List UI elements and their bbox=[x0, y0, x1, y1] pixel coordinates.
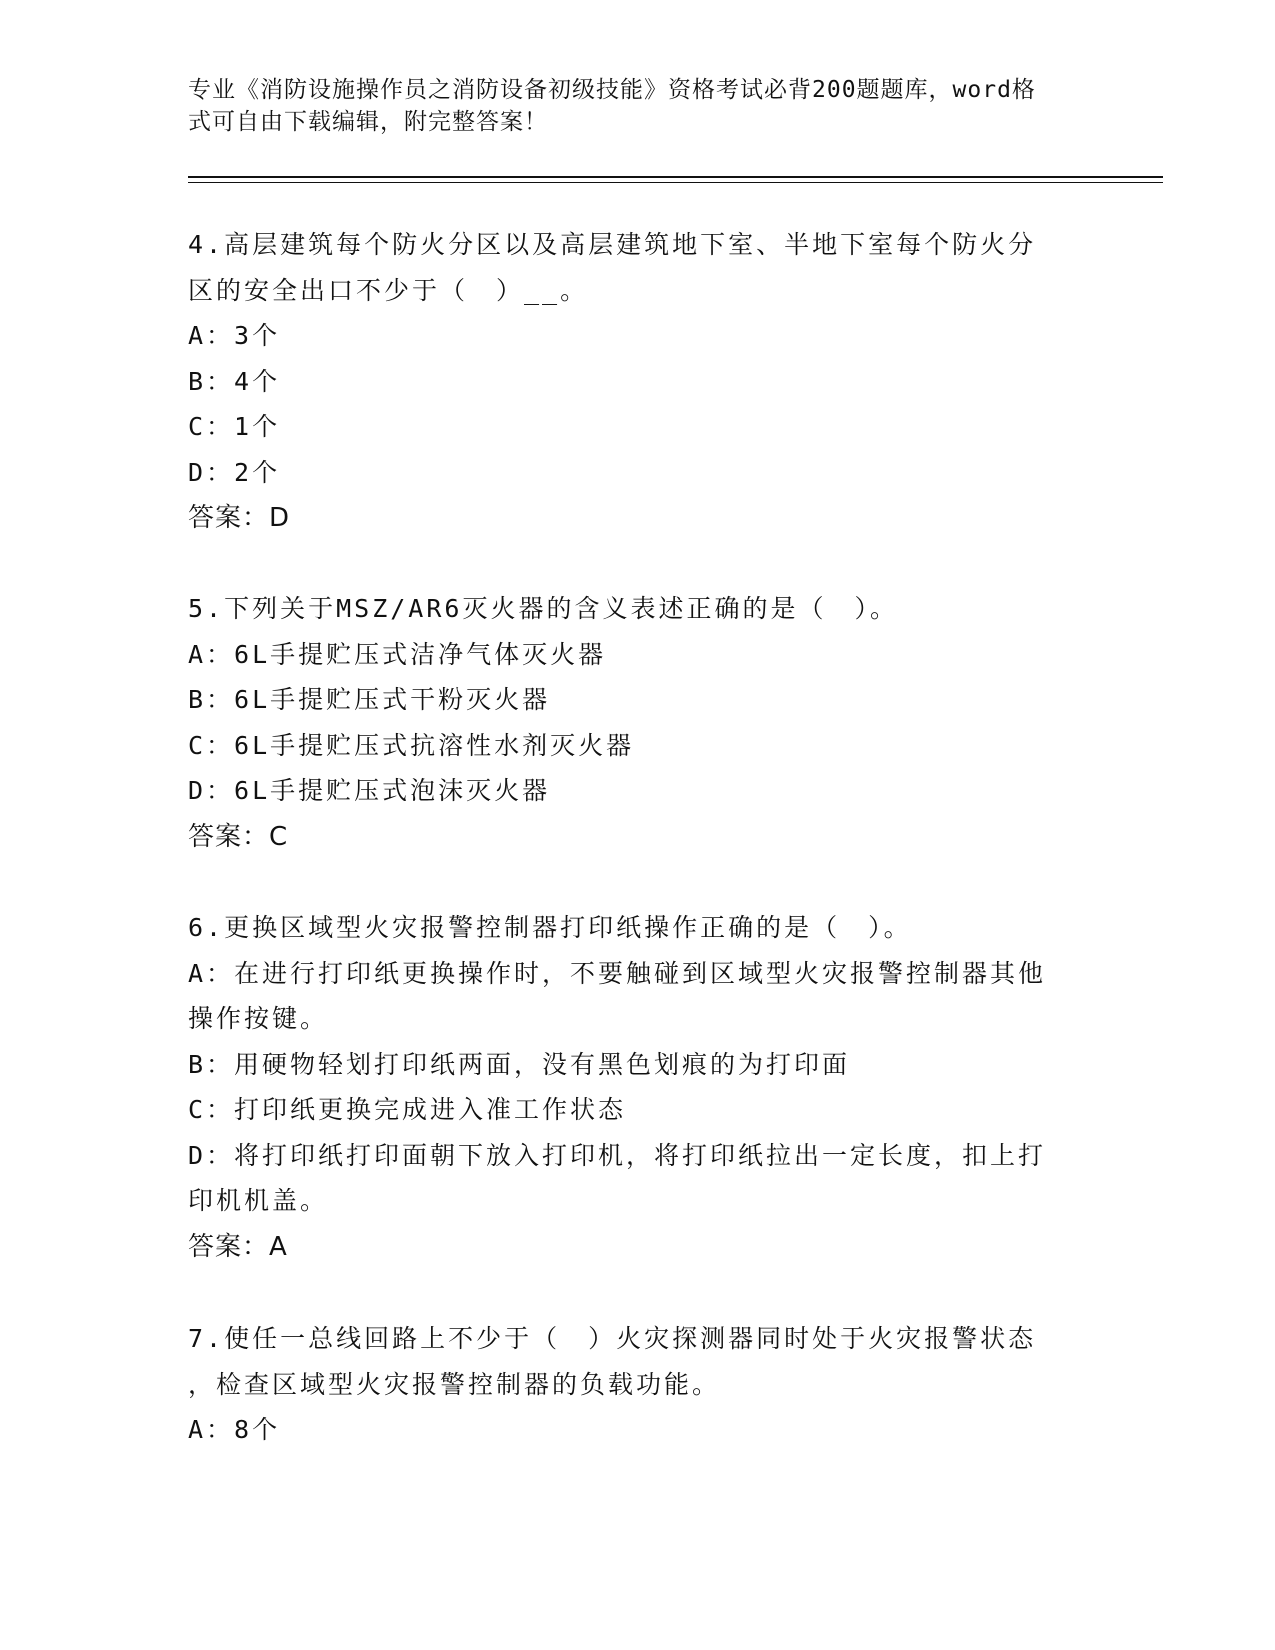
document-header bbox=[188, 74, 1088, 138]
option-b: B：6L手提贮压式干粉灭火器 bbox=[188, 685, 551, 714]
header-divider bbox=[188, 176, 1163, 178]
question-stem: 5.下列关于MSZ/AR6灭火器的含义表述正确的是（ ）。 bbox=[188, 594, 898, 623]
question-stem: 7.使任一总线回路上不少于（ ）火灾探测器同时处于火灾报警状态 bbox=[188, 1324, 1037, 1353]
option-c: C：6L手提贮压式抗溶性水剂灭火器 bbox=[188, 730, 635, 760]
question-block bbox=[188, 586, 1088, 860]
option-a: A：在进行打印纸更换操作时，不要触碰到区域型火灾报警控制器其他 bbox=[188, 958, 1047, 988]
question-stem: ，检查区域型火灾报警控制器的负载功能。 bbox=[188, 1369, 721, 1399]
option-d-continued: 印机机盖。 bbox=[188, 1186, 329, 1215]
question-stem: 4.高层建筑每个防火分区以及高层建筑地下室、半地下室每个防火分 bbox=[188, 230, 1037, 259]
answer-line: 答案：C bbox=[188, 821, 289, 852]
question-block bbox=[188, 905, 1088, 1270]
option-a-continued: 操作按键。 bbox=[188, 1004, 329, 1033]
answer-line: 答案：A bbox=[188, 1231, 288, 1262]
option-d: D：6L手提贮压式泡沫灭火器 bbox=[188, 776, 551, 805]
option-c: C：打印纸更换完成进入准工作状态 bbox=[188, 1095, 627, 1124]
option-b: B：4个 bbox=[188, 366, 281, 396]
answer-line: 答案：D bbox=[188, 503, 291, 533]
question-stem: 区的安全出口不少于（ ）__。 bbox=[188, 275, 589, 305]
question-block bbox=[188, 222, 1088, 541]
option-b: B：用硬物轻划打印纸两面，没有黑色划痕的为打印面 bbox=[188, 1049, 851, 1079]
question-block bbox=[188, 1316, 1088, 1453]
header-line: 式可自由下载编辑，附完整答案！ bbox=[188, 109, 548, 135]
header-line: 专业《消防设施操作员之消防设备初级技能》资格考试必背200题题库，word格 bbox=[188, 77, 1036, 103]
option-d: D：将打印纸打印面朝下放入打印机，将打印纸拉出一定长度，扣上打 bbox=[188, 1140, 1047, 1170]
header-divider-thin bbox=[188, 182, 1163, 183]
option-d: D：2个 bbox=[188, 457, 281, 487]
option-c: C：1个 bbox=[188, 412, 281, 441]
option-a: A：6L手提贮压式洁净气体灭火器 bbox=[188, 639, 607, 669]
question-stem: 6.更换区域型火灾报警控制器打印纸操作正确的是（ ）。 bbox=[188, 913, 912, 942]
option-a: A：8个 bbox=[188, 1415, 281, 1444]
option-a: A：3个 bbox=[188, 321, 281, 350]
